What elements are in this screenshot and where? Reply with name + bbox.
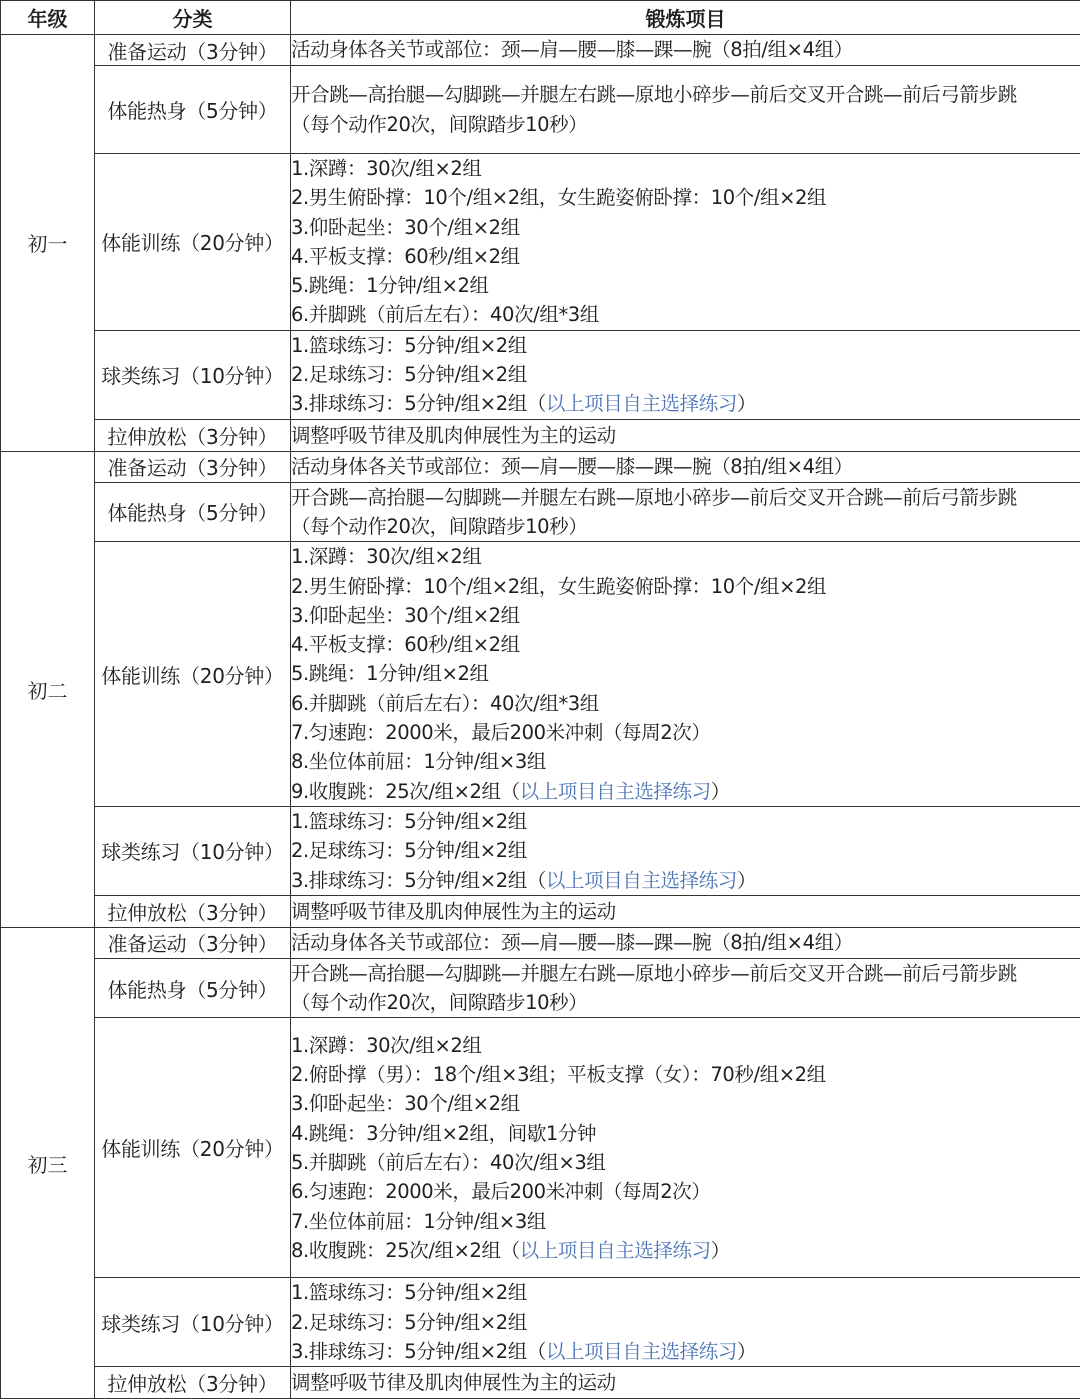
- content-text: （每个动作20次，间隙踏步10秒）: [291, 991, 587, 1014]
- content-text: 6.匀速跑：2000米，最后200米冲刺（每周2次）: [291, 1180, 710, 1203]
- content-line: [291, 300, 1080, 329]
- note-close-paren: ）: [737, 392, 756, 415]
- content-cell: [291, 1018, 1080, 1278]
- self-select-note: 以上项目自主选择练习: [520, 780, 711, 803]
- content-text: 3.仰卧起坐：30个/组×2组: [291, 604, 520, 627]
- content-line: [291, 1368, 1080, 1397]
- content-cell: [291, 806, 1080, 895]
- content-line: [291, 689, 1080, 718]
- content-line: [291, 331, 1080, 360]
- category-cell: 准备运动（3分钟）: [95, 35, 291, 66]
- content-cell: [291, 542, 1080, 807]
- content-line: [291, 1236, 1080, 1265]
- content-text: 3.排球练习：5分钟/组×2组（: [291, 1340, 546, 1363]
- category-cell: 球类练习（10分钟）: [95, 330, 291, 419]
- content-cell: [291, 66, 1080, 154]
- content-text: 9.收腹跳：25次/组×2组（: [291, 780, 520, 803]
- content-line: [291, 213, 1080, 242]
- content-cell: [291, 958, 1080, 1018]
- category-cell: 球类练习（10分钟）: [95, 1278, 291, 1367]
- content-text: 3.仰卧起坐：30个/组×2组: [291, 1092, 520, 1115]
- content-cell: [291, 35, 1080, 66]
- content-line: [291, 630, 1080, 659]
- self-select-note: 以上项目自主选择练习: [546, 392, 737, 415]
- content-text: 调整呼吸节律及肌肉伸展性为主的运动: [291, 424, 616, 447]
- content-text: 5.跳绳：1分钟/组×2组: [291, 274, 489, 297]
- content-text: （每个动作20次，间隙踏步10秒）: [291, 113, 587, 136]
- self-select-note: 以上项目自主选择练习: [520, 1239, 711, 1262]
- content-line: [291, 542, 1080, 571]
- content-text: 3.排球练习：5分钟/组×2组（: [291, 392, 546, 415]
- grade-cell: 初二: [1, 451, 95, 927]
- content-text: 4.平板支撑：60秒/组×2组: [291, 245, 520, 268]
- content-cell: [291, 451, 1080, 482]
- content-text: 1.篮球练习：5分钟/组×2组: [291, 334, 527, 357]
- content-line: [291, 1337, 1080, 1366]
- category-cell: 拉伸放松（3分钟）: [95, 895, 291, 927]
- table-row: [1, 927, 1080, 958]
- note-close-paren: ）: [711, 780, 730, 803]
- content-line: [291, 718, 1080, 747]
- content-text: 8.坐位体前屈：1分钟/组×3组: [291, 750, 546, 773]
- table-row: [1, 330, 1080, 419]
- content-text: 2.足球练习：5分钟/组×2组: [291, 363, 527, 386]
- content-text: 2.足球练习：5分钟/组×2组: [291, 1311, 527, 1334]
- content-line: [291, 483, 1080, 512]
- content-line: [291, 421, 1080, 450]
- content-cell: [291, 1278, 1080, 1367]
- content-text: 7.匀速跑：2000米，最后200米冲刺（每周2次）: [291, 721, 710, 744]
- note-close-paren: ）: [737, 869, 756, 892]
- content-text: 6.并脚跳（前后左右）：40次/组*3组: [291, 692, 599, 715]
- header-grade: 年级: [1, 1, 95, 35]
- content-text: 8.收腹跳：25次/组×2组（: [291, 1239, 520, 1262]
- note-close-paren: ）: [737, 1340, 756, 1363]
- category-cell: 体能热身（5分钟）: [95, 66, 291, 154]
- category-cell: 拉伸放松（3分钟）: [95, 419, 291, 451]
- content-line: [291, 988, 1080, 1017]
- content-text: 7.坐位体前屈：1分钟/组×3组: [291, 1210, 546, 1233]
- category-cell: 体能热身（5分钟）: [95, 482, 291, 542]
- grade-cell: 初三: [1, 927, 95, 1398]
- table-row: [1, 1367, 1080, 1399]
- content-line: [291, 80, 1080, 109]
- content-text: 1.深蹲：30次/组×2组: [291, 545, 482, 568]
- content-line: [291, 110, 1080, 139]
- content-text: 5.并脚跳（前后左右）：40次/组×3组: [291, 1151, 605, 1174]
- content-text: 开合跳—高抬腿—勾脚跳—并腿左右跳—原地小碎步—前后交叉开合跳—前后弓箭步跳: [291, 83, 1017, 106]
- content-line: [291, 807, 1080, 836]
- content-text: 开合跳—高抬腿—勾脚跳—并腿左右跳—原地小碎步—前后交叉开合跳—前后弓箭步跳: [291, 962, 1017, 985]
- content-line: [291, 959, 1080, 988]
- content-line: [291, 1148, 1080, 1177]
- content-line: [291, 866, 1080, 895]
- self-select-note: 以上项目自主选择练习: [546, 1340, 737, 1363]
- table-row: [1, 806, 1080, 895]
- content-text: 2.俯卧撑（男）：18个/组×3组；平板支撑（女）：70秒/组×2组: [291, 1063, 826, 1086]
- content-text: 1.深蹲：30次/组×2组: [291, 157, 482, 180]
- content-text: 2.男生俯卧撑：10个/组×2组，女生跪姿俯卧撑：10个/组×2组: [291, 575, 826, 598]
- content-line: [291, 777, 1080, 806]
- category-cell: 体能训练（20分钟）: [95, 542, 291, 807]
- content-text: 活动身体各关节或部位：颈—肩—腰—膝—踝—腕（8拍/组×4组）: [291, 38, 853, 61]
- content-line: [291, 572, 1080, 601]
- content-line: [291, 1119, 1080, 1148]
- content-line: [291, 183, 1080, 212]
- content-line: [291, 897, 1080, 926]
- content-text: 1.篮球练习：5分钟/组×2组: [291, 810, 527, 833]
- content-line: [291, 836, 1080, 865]
- category-cell: 体能热身（5分钟）: [95, 958, 291, 1018]
- table-row: [1, 154, 1080, 331]
- content-line: [291, 1089, 1080, 1118]
- content-text: 2.足球练习：5分钟/组×2组: [291, 839, 527, 862]
- content-line: [291, 1278, 1080, 1307]
- content-line: [291, 928, 1080, 957]
- content-cell: [291, 154, 1080, 331]
- content-text: 活动身体各关节或部位：颈—肩—腰—膝—踝—腕（8拍/组×4组）: [291, 931, 853, 954]
- table-row: [1, 1018, 1080, 1278]
- table-row: [1, 482, 1080, 542]
- content-text: 4.平板支撑：60秒/组×2组: [291, 633, 520, 656]
- content-line: [291, 35, 1080, 64]
- content-text: 开合跳—高抬腿—勾脚跳—并腿左右跳—原地小碎步—前后交叉开合跳—前后弓箭步跳: [291, 486, 1017, 509]
- content-cell: [291, 419, 1080, 451]
- content-cell: [291, 1367, 1080, 1399]
- table-row: [1, 958, 1080, 1018]
- table-row: [1, 542, 1080, 807]
- content-text: 6.并脚跳（前后左右）：40次/组*3组: [291, 303, 599, 326]
- content-line: [291, 360, 1080, 389]
- content-text: 4.跳绳：3分钟/组×2组，间歇1分钟: [291, 1122, 596, 1145]
- content-line: [291, 1308, 1080, 1337]
- content-line: [291, 1031, 1080, 1060]
- table-row: [1, 1278, 1080, 1367]
- content-line: [291, 242, 1080, 271]
- content-line: [291, 601, 1080, 630]
- category-cell: 准备运动（3分钟）: [95, 451, 291, 482]
- content-cell: [291, 330, 1080, 419]
- table-row: [1, 895, 1080, 927]
- content-line: [291, 1177, 1080, 1206]
- note-close-paren: ）: [711, 1239, 730, 1262]
- self-select-note: 以上项目自主选择练习: [546, 869, 737, 892]
- content-text: （每个动作20次，间隙踏步10秒）: [291, 515, 587, 538]
- content-text: 调整呼吸节律及肌肉伸展性为主的运动: [291, 900, 616, 923]
- grade-cell: 初一: [1, 35, 95, 452]
- content-text: 活动身体各关节或部位：颈—肩—腰—膝—踝—腕（8拍/组×4组）: [291, 455, 853, 478]
- content-line: [291, 747, 1080, 776]
- content-line: [291, 1060, 1080, 1089]
- category-cell: 球类练习（10分钟）: [95, 806, 291, 895]
- content-text: 调整呼吸节律及肌肉伸展性为主的运动: [291, 1371, 616, 1394]
- category-cell: 体能训练（20分钟）: [95, 1018, 291, 1278]
- category-cell: 拉伸放松（3分钟）: [95, 1367, 291, 1399]
- content-line: [291, 154, 1080, 183]
- table-row: [1, 451, 1080, 482]
- content-line: [291, 1207, 1080, 1236]
- content-line: [291, 271, 1080, 300]
- content-text: 3.排球练习：5分钟/组×2组（: [291, 869, 546, 892]
- content-text: 1.深蹲：30次/组×2组: [291, 1034, 482, 1057]
- category-cell: 准备运动（3分钟）: [95, 927, 291, 958]
- content-text: 1.篮球练习：5分钟/组×2组: [291, 1281, 527, 1304]
- category-cell: 体能训练（20分钟）: [95, 154, 291, 331]
- table-row: [1, 66, 1080, 154]
- content-text: 3.仰卧起坐：30个/组×2组: [291, 216, 520, 239]
- content-cell: [291, 895, 1080, 927]
- content-line: [291, 659, 1080, 688]
- header-category: 分类: [95, 1, 291, 35]
- header-row: [1, 1, 1080, 35]
- content-text: 2.男生俯卧撑：10个/组×2组，女生跪姿俯卧撑：10个/组×2组: [291, 186, 826, 209]
- content-cell: [291, 927, 1080, 958]
- header-content: 锻炼项目: [291, 1, 1080, 35]
- content-line: [291, 389, 1080, 418]
- content-line: [291, 512, 1080, 541]
- table-row: [1, 419, 1080, 451]
- content-cell: [291, 482, 1080, 542]
- content-line: [291, 452, 1080, 481]
- content-text: 5.跳绳：1分钟/组×2组: [291, 662, 489, 685]
- table-row: [1, 35, 1080, 66]
